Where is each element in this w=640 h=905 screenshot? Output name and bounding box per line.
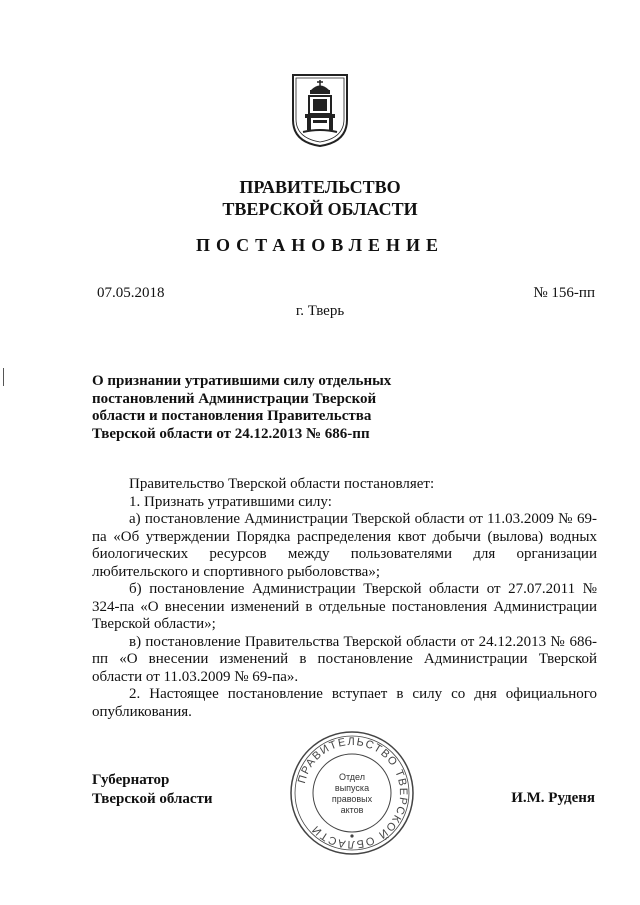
document-number: № 156-пп: [533, 285, 595, 301]
document-body: [92, 476, 597, 721]
body-paragraph: 2. Настоящее постановление вступает в силу со дня официального опубликования.: [92, 686, 597, 720]
coat-of-arms-icon: [290, 72, 350, 148]
organization-name-line1: ПРАВИТЕЛЬСТВО: [239, 177, 401, 197]
document-subject: [92, 373, 412, 443]
signatory-title-line: Губернатор: [92, 772, 170, 788]
subject-line: области и постановления Правительства: [92, 408, 372, 424]
document-date: 07.05.2018: [97, 285, 165, 301]
stamp-inner-line: актов: [340, 805, 364, 815]
official-stamp: [287, 728, 417, 858]
body-paragraph: Правительство Тверской области постановляет:: [129, 476, 435, 492]
subject-line: Тверской области от 24.12.2013 № 686-пп: [92, 425, 370, 442]
stamp-inner-line: правовых: [331, 794, 373, 804]
stamp-ring-text: ПРАВИТЕЛЬСТВО ТВЕРСКОЙ ОБЛАСТИ: [295, 735, 410, 851]
subject-line: постановлений Администрации Тверской: [92, 390, 377, 407]
signatory-title-line: Тверской области: [92, 791, 213, 807]
body-paragraph: б) постановление Администрации Тверской области от 27.07.2011 № 324-па «О внесении изменений в отдельные постановления Администрации Тверской области»;: [92, 581, 597, 632]
body-paragraph: в) постановление Правительства Тверской области от 24.12.2013 № 686-пп «О внесении изменений в постановление Администрации Тверской области от 11.03.2009 № 69-па».: [92, 633, 597, 685]
document-type: ПОСТАНОВЛЕНИЕ: [195, 235, 445, 255]
subject-line: О признании утратившими силу отдельных: [92, 373, 392, 389]
body-paragraph: 1. Признать утратившими силу:: [129, 493, 332, 510]
body-paragraph: а) постановление Администрации Тверской области от 11.03.2009 № 69-па «Об утверждении Порядка распределения квот добычи (вылова) водных биологических ресурсов между пользователями для организации любительского и спортивного рыболовства»;: [92, 511, 597, 580]
signatory-name: И.М. Руденя: [511, 790, 595, 806]
stamp-inner-line: выпуска: [334, 783, 370, 793]
margin-mark: [3, 368, 4, 386]
stamp-inner-line: Отдел: [338, 772, 366, 782]
document-city: г. Тверь: [295, 303, 345, 319]
signatory-title: [92, 771, 213, 809]
stamp-inner-text: [312, 772, 392, 816]
organization-name-line2: ТВЕРСКОЙ ОБЛАСТИ: [222, 199, 418, 219]
